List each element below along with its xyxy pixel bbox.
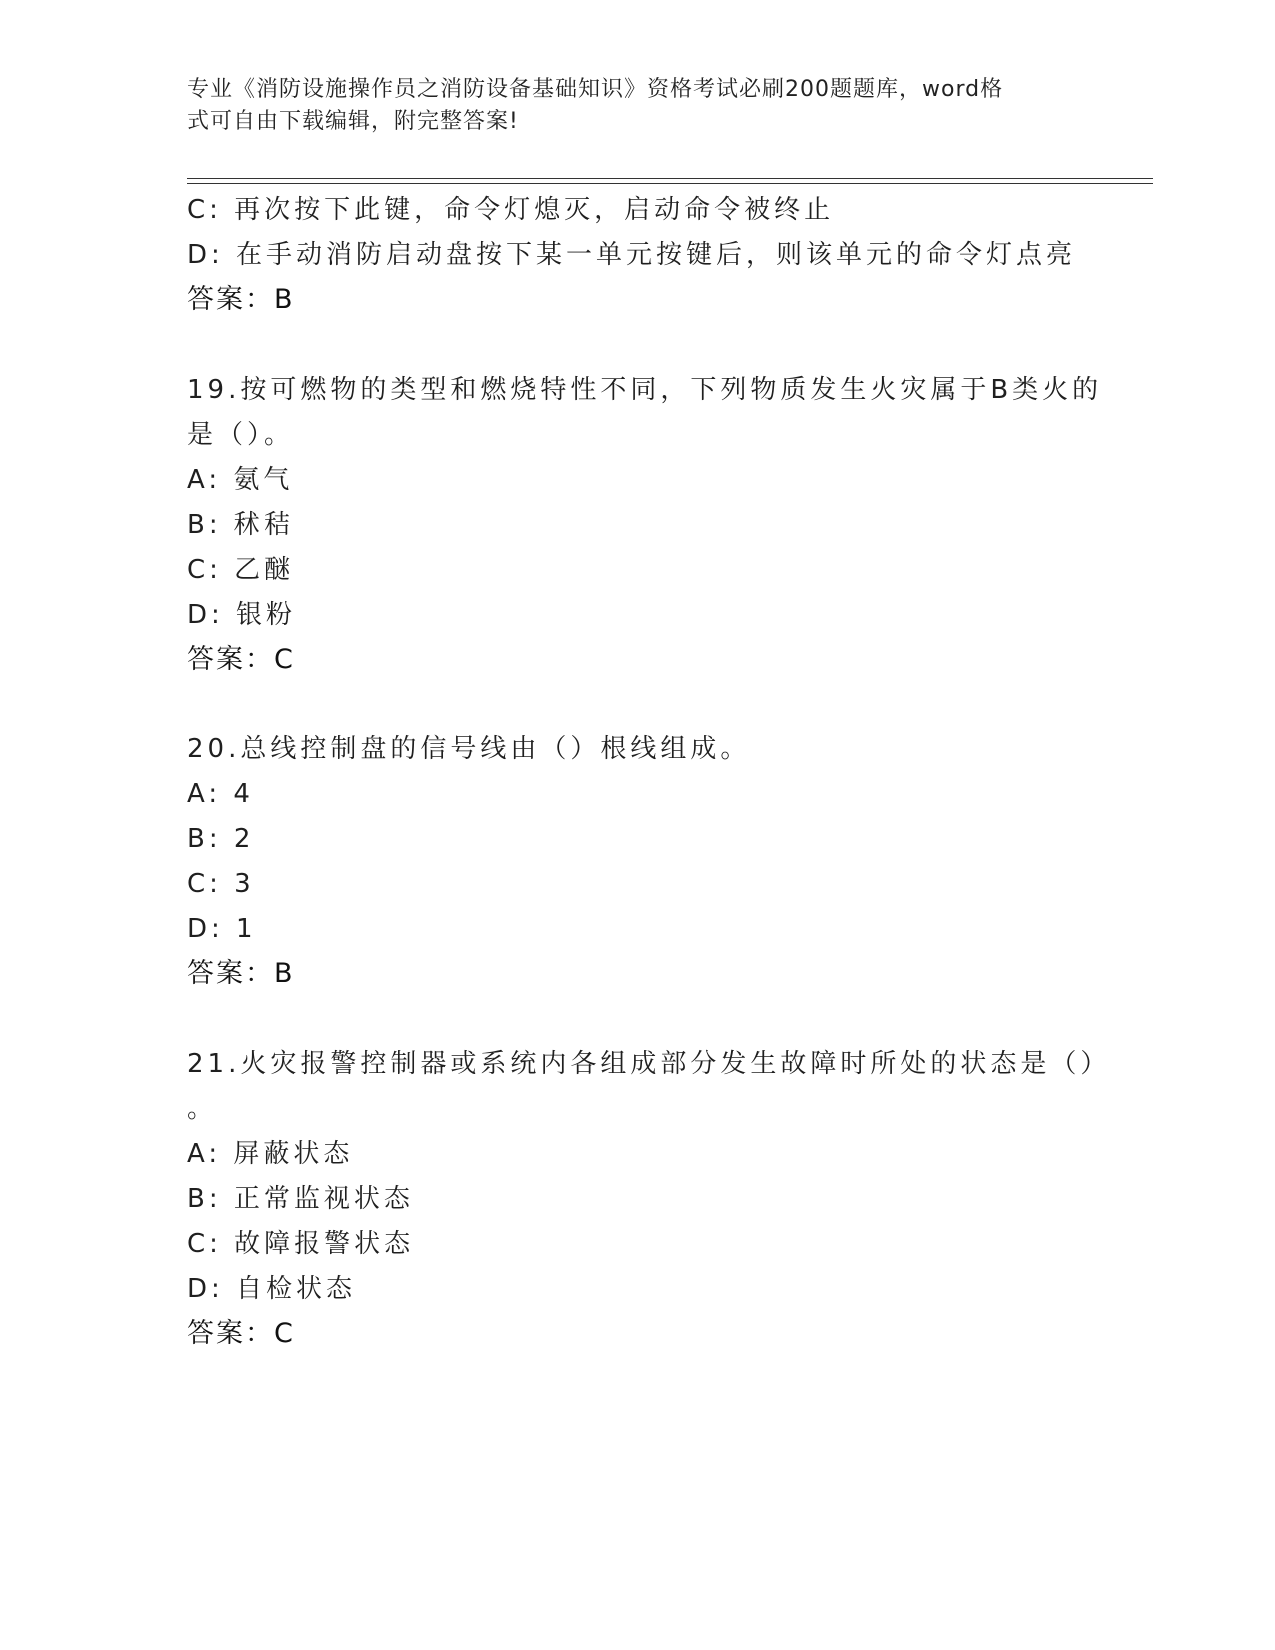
- q21-answer: 答案：C: [187, 1318, 295, 1349]
- header-divider-bottom: [187, 183, 1153, 184]
- q21-option-a: A: 屏蔽状态: [187, 1139, 354, 1169]
- q20-stem-line-1: 20.总线控制盘的信号线由（）根线组成。: [187, 734, 751, 764]
- q20-option-a: A: 4: [187, 779, 254, 809]
- q20-option-c: C: 3: [187, 869, 255, 899]
- q19-option-c: C: 乙醚: [187, 555, 295, 585]
- q21-stem-line-1: 21.火灾报警控制器或系统内各组成部分发生故障时所处的状态是（）: [187, 1049, 1111, 1079]
- q21-option-d: D: 自检状态: [187, 1274, 357, 1304]
- q20-answer: 答案：B: [187, 958, 295, 989]
- prev-option-d: D: 在手动消防启动盘按下某一单元按键后，则该单元的命令灯点亮: [187, 240, 1077, 270]
- document-header: [187, 74, 1067, 138]
- q19-stem-line-2: 是（）。: [187, 420, 295, 450]
- header-line-1: 专业《消防设施操作员之消防设备基础知识》资格考试必刷200题题库，word格: [187, 77, 1004, 102]
- q21-option-b: B: 正常监视状态: [187, 1184, 414, 1214]
- q20-option-d: D: 1: [187, 914, 257, 944]
- q21-option-c: C: 故障报警状态: [187, 1229, 415, 1259]
- q19-option-d: D: 银粉: [187, 600, 297, 630]
- header-line-2: 式可自由下载编辑，附完整答案!: [187, 109, 519, 134]
- prev-option-c: C: 再次按下此键，命令灯熄灭，启动命令被终止: [187, 195, 835, 225]
- q19-option-a: A: 氨气: [187, 465, 294, 495]
- q19-stem-line-1: 19.按可燃物的类型和燃烧特性不同，下列物质发生火灾属于B类火的: [187, 375, 1103, 405]
- prev-answer: 答案：B: [187, 284, 295, 315]
- q19-answer: 答案：C: [187, 644, 295, 675]
- q20-option-b: B: 2: [187, 824, 255, 854]
- header-divider-top: [187, 178, 1153, 179]
- q19-option-b: B: 秫秸: [187, 510, 294, 540]
- q21-stem-line-2: 。: [187, 1094, 218, 1124]
